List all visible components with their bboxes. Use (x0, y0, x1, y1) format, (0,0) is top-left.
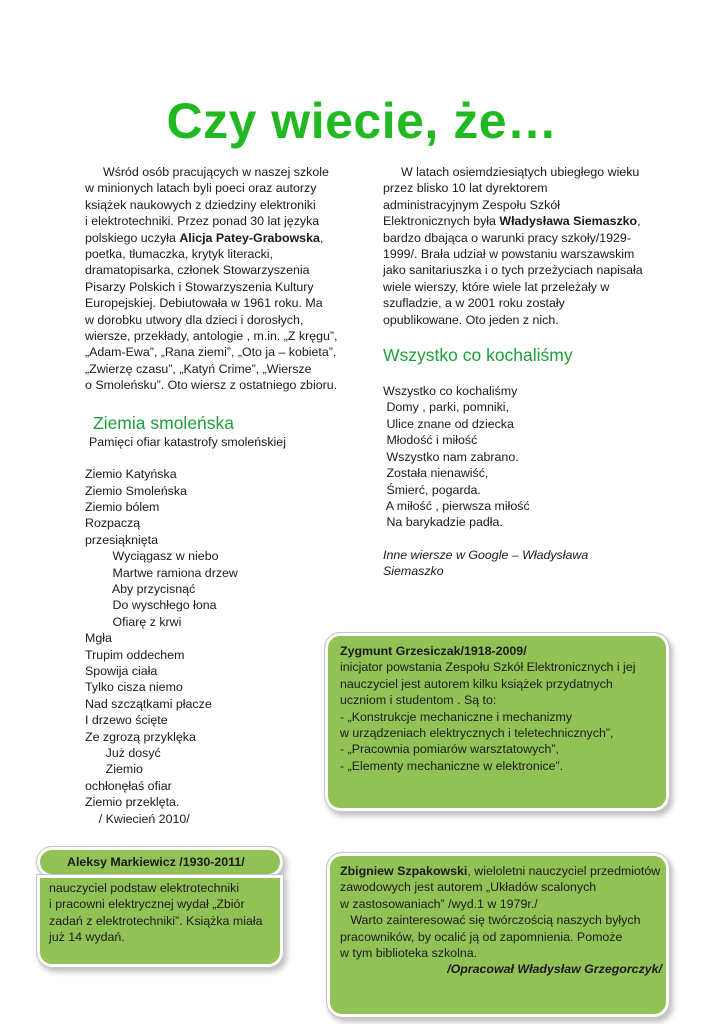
left-intro-line: Pisarzy Polskich i Stowarzyszenia Kultury (85, 279, 314, 294)
left-intro-line: Wśród osób pracujących w naszej szkole (103, 165, 329, 179)
poem-line: Tylko cisza niemo (85, 680, 183, 695)
box-line: nauczyciel podstaw elektrotechniki (49, 881, 240, 895)
poem-line: Już dosyć (85, 746, 161, 760)
right-intro-line: przez blisko 10 lat dyrektorem (383, 181, 548, 196)
poem-line: przesiąknięta (85, 532, 159, 547)
left-intro-line: dramatopisarka, członek Stowarzyszenia (85, 263, 310, 278)
author-name-siemaszko: Władysława Siemaszko (499, 214, 638, 229)
poem-line: Trupim oddechem (85, 647, 185, 662)
left-intro-line: o Smoleńsku”. Oto wiersz z ostatniego zbioru. (85, 378, 338, 393)
right-intro-line: jako sanitariuszka i o tych przeżyciach napisała (383, 263, 643, 278)
left-intro-line: poetka, tłumaczka, krytyk literacki, (85, 247, 273, 262)
right-intro-line: wiele wierszy, które wiele lat przeleżały w (383, 279, 610, 294)
box-line: w zastosowaniach” /wyd.1 w 1979r./ (340, 896, 538, 911)
right-column (383, 164, 648, 580)
left-intro-line: w dorobku utwory dla dzieci i dorosłych, (85, 312, 304, 327)
poem-line: Do wyschłego łona (85, 598, 217, 613)
left-intro-line: wiersze, przekłady, antologie , m.in. „Z kręgu”, (85, 329, 338, 344)
right-intro-line: opublikowane. Oto jeden z nich. (383, 312, 559, 327)
poem-title-wszystko: Wszystko co kochaliśmy (383, 345, 573, 366)
left-intro-line: i elektrotechniki. Przez ponad 30 lat języka (85, 214, 320, 229)
right-intro-line: administracyjnym Zespołu Szkół (383, 197, 560, 212)
left-intro-line: w minionych latach byli poeci oraz autorzy (85, 181, 317, 196)
poem-date: / Kwiecień 2010/ (85, 811, 190, 826)
poem-line: Mgła (85, 631, 112, 646)
poem-line: Ziemio Smoleńska (85, 483, 187, 498)
info-box-grzesiczak (324, 632, 670, 812)
poem-line: Nad szczątkami płacze (85, 696, 212, 711)
poem-line: ochłonęłaś ofiar (85, 778, 172, 793)
left-column (85, 164, 347, 827)
poem-line: Martwe ramiona drzew (85, 565, 238, 580)
poem-line: Domy , parki, pomniki, (383, 400, 510, 415)
right-intro-line: W latach osiemdziesiątych ubiegłego wieku (401, 165, 640, 179)
box-line: - „Pracownia pomiarów warsztatowych”, (340, 742, 559, 757)
info-box-grzesiczak-text (340, 643, 666, 774)
poem-line: Ziemio (85, 762, 143, 777)
poem-line: Wszystko nam zabrano. (383, 449, 519, 464)
box-line: - „Konstrukcje mechaniczne i mechanizmy (340, 709, 573, 724)
left-intro-line: „Adam-Ewa”, „Rana ziemi”, „Oto ja – kobieta”, (85, 345, 337, 360)
poem-line: Została nienawiść, (383, 466, 489, 481)
info-box-szpakowski-text (340, 863, 666, 978)
poem-line: Ziemio bólem (85, 499, 160, 514)
signature: /Opracował Władysław Grzegorczyk/ (447, 962, 662, 977)
poem-dedication: Pamięci ofiar katastrofy smoleńskiej (89, 434, 286, 449)
box-line: , wieloletni nauczyciel przedmiotów (467, 864, 661, 878)
left-intro-name-post: , (319, 230, 324, 245)
poem-line: I drzewo ścięte (85, 713, 168, 728)
box-line: zadań z elektrotechniki”. Książka miała (49, 913, 263, 928)
poem-line: Rozpaczą (85, 516, 141, 531)
box-line: w tym biblioteka szkolna. (340, 946, 478, 961)
left-intro-name-pre: polskiego uczyła (85, 230, 180, 245)
person-name-szpakowski: Zbigniew Szpakowski (340, 864, 468, 878)
poem-line: Ziemio przeklęta. (85, 795, 180, 810)
poem-line: Ulice znane od dziecka (383, 416, 514, 431)
poem-note-line: Siemaszko (383, 564, 444, 579)
right-intro-name-post: , (637, 214, 641, 229)
box-line: Warto zainteresować się twórczością naszych byłych (340, 913, 641, 928)
poem-note-line: Inne wiersze w Google – Władysława (383, 547, 589, 562)
poem-line: Młodość i miłość (383, 433, 478, 448)
poem-wszystko-body (383, 383, 648, 531)
person-name-markiewicz: Aleksy Markiewicz /1930-2011/ (67, 855, 245, 869)
box-line: inicjator powstania Zespołu Szkół Elektronicznych i jej (340, 660, 636, 675)
box-line: i pracowni elektrycznej wydał „Zbiór (49, 897, 245, 912)
poem-line: Ziemio Katyńska (85, 467, 177, 482)
poem-line: Wyciągasz w niebo (85, 549, 219, 564)
right-intro-line: 1999/. Brała udział w powstaniu warszawskim (383, 247, 635, 262)
poem-line: Ze zgrozą przyklęka (85, 729, 196, 744)
box-line: już 14 wydań. (49, 930, 125, 945)
left-intro-line: książek naukowych z dziedziny elektroniki (85, 197, 316, 212)
person-name-grzesiczak: Zygmunt Grzesiczak/1918-2009/ (340, 644, 527, 658)
left-intro-line: „Zwierzę czasu”, „Katyń Crime”, „Wiersze (85, 361, 312, 376)
box-line: pracowników, by ocalić ją od zapomnienia. Pomoże (340, 929, 623, 944)
left-intro-name-line (85, 230, 347, 246)
right-intro-name-line (383, 213, 648, 229)
right-intro-line: bardzo dbająca o warunki pracy szkoły/1929- (383, 230, 631, 245)
box-line: nauczyciel jest autorem kilku książek przydatnych (340, 676, 613, 691)
box-line: zawodowych jest autorem „Układów scalonych (340, 880, 597, 895)
left-intro-line: Europejskiej. Debiutowała w 1961 roku. Ma (85, 296, 323, 311)
poem-line: Śmierć, pogarda. (383, 482, 481, 497)
info-box-markiewicz (36, 874, 284, 968)
info-box-szpakowski (326, 852, 670, 1018)
poem-line: Spowija ciała (85, 663, 158, 678)
poem-line: Wszystko co kochaliśmy (383, 384, 518, 399)
poem-line: Ofiarę z krwi (85, 614, 182, 629)
box-line: - „Elementy mechaniczne w elektronice”. (340, 758, 564, 773)
info-box-markiewicz-text (49, 880, 281, 946)
poem-title-ziemia: Ziemia smoleńska (93, 412, 235, 433)
poem-ziemia-body (85, 466, 347, 827)
box-line: uczniom i studentom . Są to: (340, 693, 497, 708)
poem-line: Na barykadzie padła. (383, 515, 503, 530)
page-title: Czy wiecie, że… (166, 93, 558, 149)
poem-line: Aby przycisnąć (85, 581, 196, 596)
right-intro-line: szufladzie, a w 2001 roku zostały (383, 296, 565, 311)
box-line: w urządzeniach elektrycznych i teletechnicznych”, (340, 726, 614, 741)
right-intro-name-pre: Elektronicznych była (383, 214, 500, 229)
author-name-patey-grabowska: Alicja Patey-Grabowska (179, 230, 320, 245)
poem-line: A miłość , pierwsza miłość (383, 498, 530, 513)
poem-note (383, 547, 648, 580)
